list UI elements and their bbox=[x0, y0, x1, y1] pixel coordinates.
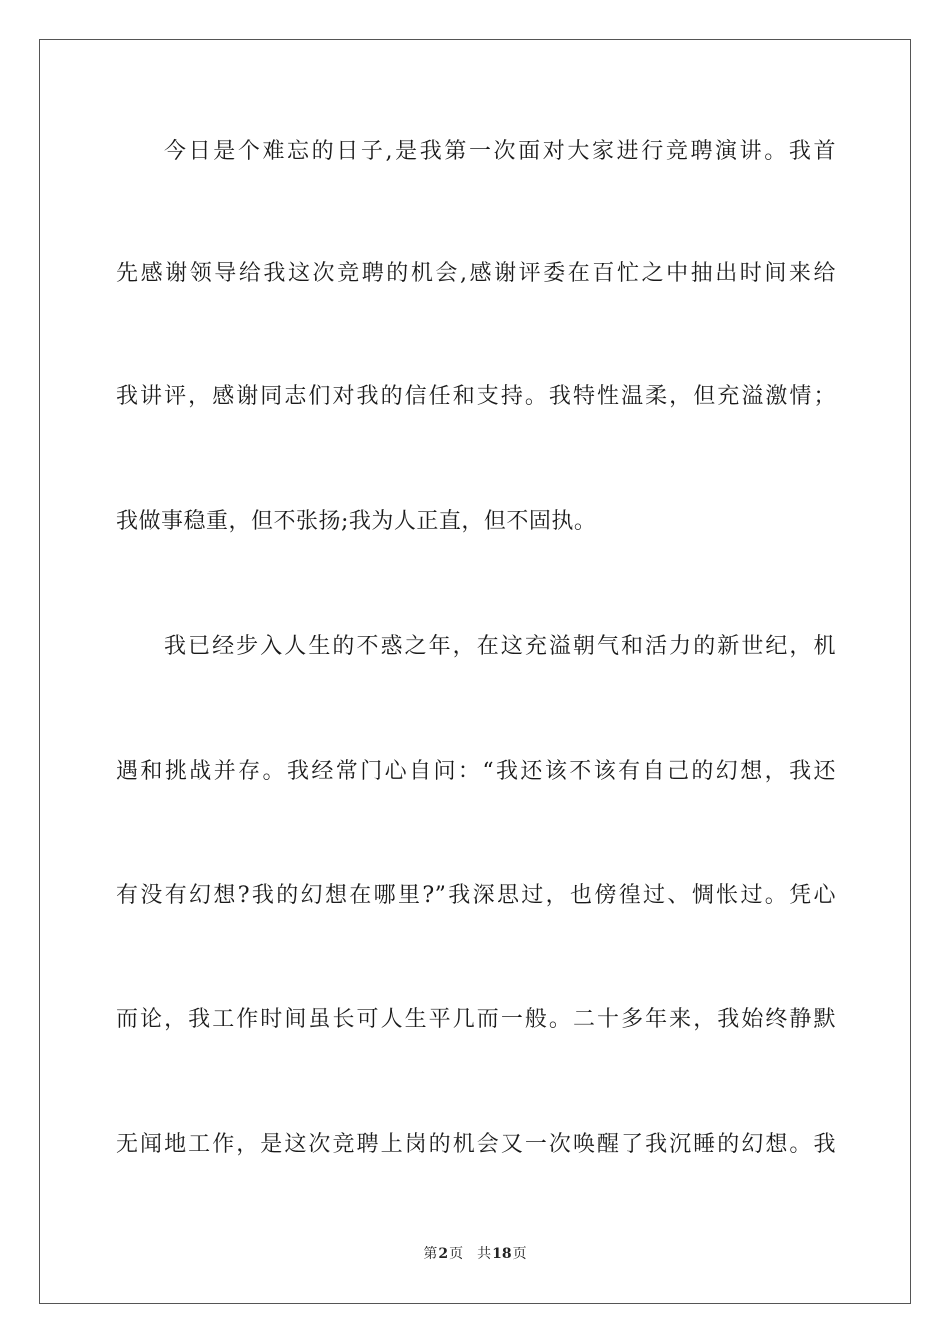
text-line-2: 先感谢领导给我这次竞聘的机会,感谢评委在百忙之中抽出时间来给 bbox=[116, 261, 836, 286]
text-line-4: 我做事稳重，但不张扬;我为人正直，但不固执。 bbox=[116, 509, 597, 534]
text-line-7: 有没有幻想?我的幻想在哪里?”我深思过，也傍徨过、惆怅过。凭心 bbox=[116, 883, 836, 908]
text-line-3: 我讲评，感谢同志们对我的信任和支持。我特性温柔，但充溢激情； bbox=[116, 384, 836, 409]
total-prefix: 共 bbox=[477, 1246, 492, 1262]
total-suffix: 页 bbox=[512, 1246, 527, 1262]
text-line-5: 我已经步入人生的不惑之年，在这充溢朝气和活力的新世纪，机 bbox=[164, 634, 836, 659]
text-line-1: 今日是个难忘的日子,是我第一次面对大家进行竞聘演讲。我首 bbox=[164, 139, 836, 164]
page-prefix: 第 bbox=[423, 1246, 438, 1262]
page-footer bbox=[0, 1245, 950, 1263]
total-pages: 18 bbox=[492, 1246, 512, 1262]
text-line-6: 遇和挑战并存。我经常门心自问：“我还该不该有自己的幻想，我还 bbox=[116, 759, 836, 784]
text-line-8: 而论，我工作时间虽长可人生平几而一般。二十多年来，我始终静默 bbox=[116, 1007, 836, 1032]
page-suffix: 页 bbox=[449, 1246, 464, 1262]
text-line-9: 无闻地工作，是这次竞聘上岗的机会又一次唤醒了我沉睡的幻想。我 bbox=[116, 1132, 836, 1157]
page-frame bbox=[39, 39, 911, 1304]
page-number: 2 bbox=[438, 1246, 449, 1262]
